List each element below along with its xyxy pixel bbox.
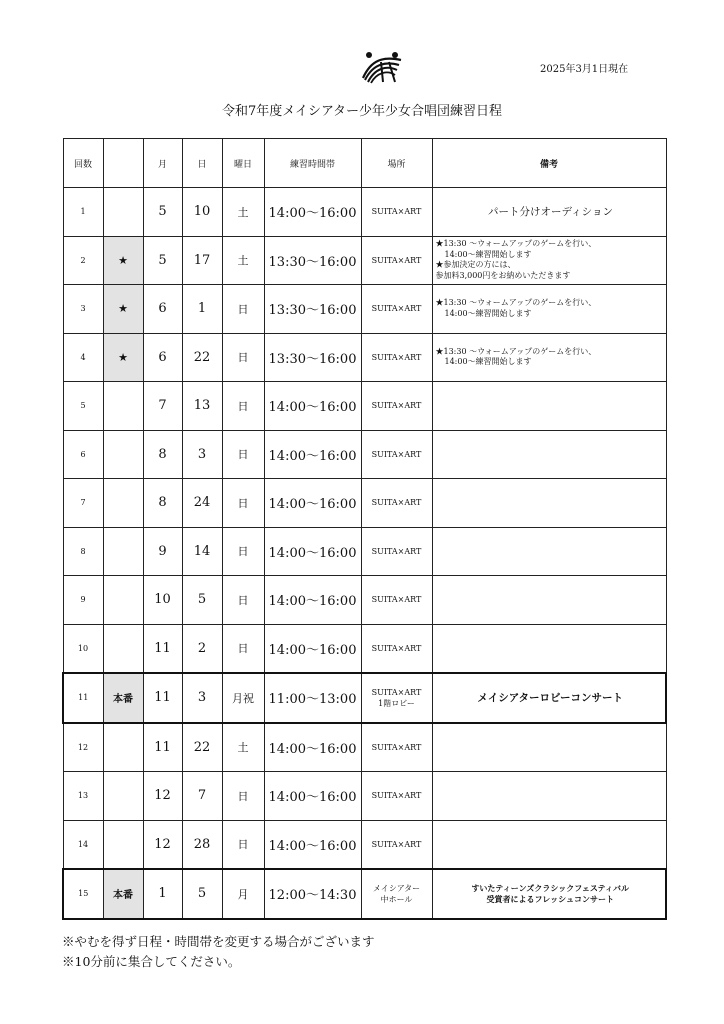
table-row [63, 285, 666, 334]
row-day: 24 [182, 479, 222, 528]
row-notes [432, 333, 666, 382]
row-note-line: ★13:30 〜ウォームアップのゲームを行い、 [435, 239, 597, 249]
row-time: 14:00〜16:00 [264, 188, 361, 237]
row-time: 12:00〜14:30 [264, 869, 361, 919]
row-place-line: 1階ロビー [378, 698, 415, 708]
row-month: 10 [143, 576, 182, 625]
row-weekday: 月 [222, 869, 264, 919]
row-place [361, 673, 432, 723]
row-time: 13:30〜16:00 [264, 236, 361, 285]
table-row [63, 820, 666, 869]
table-row [63, 673, 666, 723]
row-count: 10 [63, 624, 103, 673]
row-weekday: 日 [222, 479, 264, 528]
row-weekday: 日 [222, 333, 264, 382]
table-row [63, 624, 666, 673]
table-header-row [63, 139, 666, 188]
table-row [63, 236, 666, 285]
row-weekday: 日 [222, 576, 264, 625]
row-place [361, 772, 432, 821]
row-weekday: 日 [222, 285, 264, 334]
row-mark [103, 820, 143, 869]
row-place-line: SUITA×ART [371, 401, 422, 411]
row-place [361, 236, 432, 285]
row-time: 13:30〜16:00 [264, 285, 361, 334]
col-header-place: 場所 [361, 139, 432, 188]
row-count: 9 [63, 576, 103, 625]
row-month: 12 [143, 820, 182, 869]
row-mark [103, 188, 143, 237]
row-time: 14:00〜16:00 [264, 624, 361, 673]
row-month: 12 [143, 772, 182, 821]
row-mark [103, 576, 143, 625]
row-count: 15 [63, 869, 103, 919]
row-place [361, 382, 432, 431]
row-month: 11 [143, 673, 182, 723]
row-notes [432, 430, 666, 479]
row-weekday: 土 [222, 188, 264, 237]
row-day: 3 [182, 430, 222, 479]
row-place-line: SUITA×ART [371, 839, 422, 849]
col-header-month: 月 [143, 139, 182, 188]
col-header-notes: 備考 [432, 139, 666, 188]
col-header-day: 日 [182, 139, 222, 188]
as-of-date: 2025年3月1日現在 [540, 64, 629, 75]
row-day: 3 [182, 673, 222, 723]
row-weekday: 月祝 [222, 673, 264, 723]
row-place-line: SUITA×ART [371, 595, 422, 605]
row-note-line: 受賞者によるフレッシュコンサート [486, 893, 614, 904]
row-place [361, 479, 432, 528]
row-month: 8 [143, 479, 182, 528]
table-row [63, 430, 666, 479]
row-time: 13:30〜16:00 [264, 333, 361, 382]
row-day: 1 [182, 285, 222, 334]
row-notes [432, 723, 666, 772]
row-weekday: 日 [222, 624, 264, 673]
row-weekday: 土 [222, 723, 264, 772]
row-mark [103, 479, 143, 528]
row-day: 28 [182, 820, 222, 869]
row-place-line: SUITA×ART [371, 742, 422, 752]
row-note-line: ★参加決定の方には、 [435, 260, 516, 270]
row-place [361, 576, 432, 625]
row-count: 11 [63, 673, 103, 723]
row-month: 6 [143, 333, 182, 382]
row-weekday: 日 [222, 430, 264, 479]
row-notes [432, 772, 666, 821]
footer-notes [62, 932, 375, 972]
row-month: 6 [143, 285, 182, 334]
row-notes [432, 188, 666, 237]
table-row [63, 772, 666, 821]
choir-logo-icon [361, 50, 403, 84]
table-row [63, 382, 666, 431]
row-day: 5 [182, 576, 222, 625]
row-day: 22 [182, 723, 222, 772]
row-place-line: SUITA×ART [371, 546, 422, 556]
footer-note-1: ※やむを得ず日程・時間帯を変更する場合がございます [62, 934, 375, 949]
row-time: 14:00〜16:00 [264, 430, 361, 479]
row-note-line: すいたティーンズクラシックフェスティバル [471, 882, 630, 893]
row-count: 8 [63, 527, 103, 576]
table-row [63, 333, 666, 382]
row-time: 14:00〜16:00 [264, 820, 361, 869]
row-notes [432, 479, 666, 528]
row-place [361, 188, 432, 237]
row-time: 14:00〜16:00 [264, 772, 361, 821]
row-weekday: 日 [222, 382, 264, 431]
schedule-table [62, 138, 667, 920]
row-count: 3 [63, 285, 103, 334]
row-place-line: SUITA×ART [371, 643, 422, 653]
row-time: 14:00〜16:00 [264, 527, 361, 576]
row-weekday: 日 [222, 527, 264, 576]
row-notes [432, 285, 666, 334]
footer-note-2: ※10分前に集合してください。 [62, 954, 241, 969]
row-time: 14:00〜16:00 [264, 576, 361, 625]
row-time: 14:00〜16:00 [264, 479, 361, 528]
row-note-line: ★13:30 〜ウォームアップのゲームを行い、 [435, 298, 597, 308]
row-mark [103, 772, 143, 821]
row-month: 5 [143, 236, 182, 285]
col-header-count: 回数 [63, 139, 103, 188]
row-count: 4 [63, 333, 103, 382]
row-place [361, 333, 432, 382]
row-mark [103, 624, 143, 673]
row-count: 13 [63, 772, 103, 821]
row-place [361, 527, 432, 576]
page-title: 令和7年度メイシアター少年少女合唱団練習日程 [221, 104, 503, 119]
row-day: 2 [182, 624, 222, 673]
table-row [63, 188, 666, 237]
row-notes [432, 673, 666, 723]
row-place-line: SUITA×ART [371, 352, 422, 362]
row-time: 11:00〜13:00 [264, 673, 361, 723]
row-month: 5 [143, 188, 182, 237]
row-notes [432, 820, 666, 869]
row-place-line: SUITA×ART [371, 687, 422, 697]
row-place [361, 624, 432, 673]
row-place-line: SUITA×ART [371, 498, 422, 508]
row-place [361, 723, 432, 772]
row-notes [432, 527, 666, 576]
table-row [63, 869, 666, 919]
table-row [63, 723, 666, 772]
row-place [361, 869, 432, 919]
row-weekday: 日 [222, 772, 264, 821]
row-mark: 本番 [103, 673, 143, 723]
row-mark [103, 430, 143, 479]
row-day: 7 [182, 772, 222, 821]
row-place-line: SUITA×ART [371, 304, 422, 314]
row-place-line: メイシアター [372, 883, 421, 893]
table-row [63, 479, 666, 528]
row-note-line: 参加料3,000円をお納めいただきます [435, 270, 571, 280]
row-count: 12 [63, 723, 103, 772]
row-count: 14 [63, 820, 103, 869]
row-place [361, 285, 432, 334]
row-day: 14 [182, 527, 222, 576]
row-note-line: メイシアターロビーコンサート [477, 691, 624, 704]
row-count: 5 [63, 382, 103, 431]
row-place-line: SUITA×ART [371, 791, 422, 801]
row-notes [432, 382, 666, 431]
row-notes [432, 236, 666, 285]
row-mark [103, 723, 143, 772]
row-count: 1 [63, 188, 103, 237]
row-month: 7 [143, 382, 182, 431]
row-mark: 本番 [103, 869, 143, 919]
row-time: 14:00〜16:00 [264, 723, 361, 772]
row-month: 11 [143, 723, 182, 772]
row-notes [432, 869, 666, 919]
row-month: 9 [143, 527, 182, 576]
row-place-line: SUITA×ART [371, 449, 422, 459]
row-mark: ★ [103, 333, 143, 382]
row-note-line: 14:00〜練習開始します [444, 249, 532, 259]
row-count: 7 [63, 479, 103, 528]
row-mark: ★ [103, 236, 143, 285]
row-mark [103, 527, 143, 576]
row-place-line: 中ホール [380, 894, 413, 904]
row-month: 11 [143, 624, 182, 673]
row-place [361, 430, 432, 479]
row-day: 22 [182, 333, 222, 382]
row-time: 14:00〜16:00 [264, 382, 361, 431]
row-month: 1 [143, 869, 182, 919]
row-mark: ★ [103, 285, 143, 334]
row-mark [103, 382, 143, 431]
row-note-line: 14:00〜練習開始します [444, 357, 532, 367]
col-header-weekday: 曜日 [222, 139, 264, 188]
row-place-line: SUITA×ART [371, 207, 422, 217]
col-header-time: 練習時間帯 [264, 139, 361, 188]
row-day: 10 [182, 188, 222, 237]
row-day: 17 [182, 236, 222, 285]
row-place-line: SUITA×ART [371, 255, 422, 265]
row-day: 5 [182, 869, 222, 919]
table-row [63, 527, 666, 576]
row-place [361, 820, 432, 869]
row-notes [432, 624, 666, 673]
table-row [63, 576, 666, 625]
row-month: 8 [143, 430, 182, 479]
row-weekday: 日 [222, 820, 264, 869]
row-notes [432, 576, 666, 625]
row-note-line: 14:00〜練習開始します [444, 308, 532, 318]
row-day: 13 [182, 382, 222, 431]
row-note-line: パート分けオーディション [488, 205, 613, 218]
col-header-mark [103, 139, 143, 188]
row-count: 6 [63, 430, 103, 479]
row-weekday: 土 [222, 236, 264, 285]
row-count: 2 [63, 236, 103, 285]
row-note-line: ★13:30 〜ウォームアップのゲームを行い、 [435, 346, 597, 356]
